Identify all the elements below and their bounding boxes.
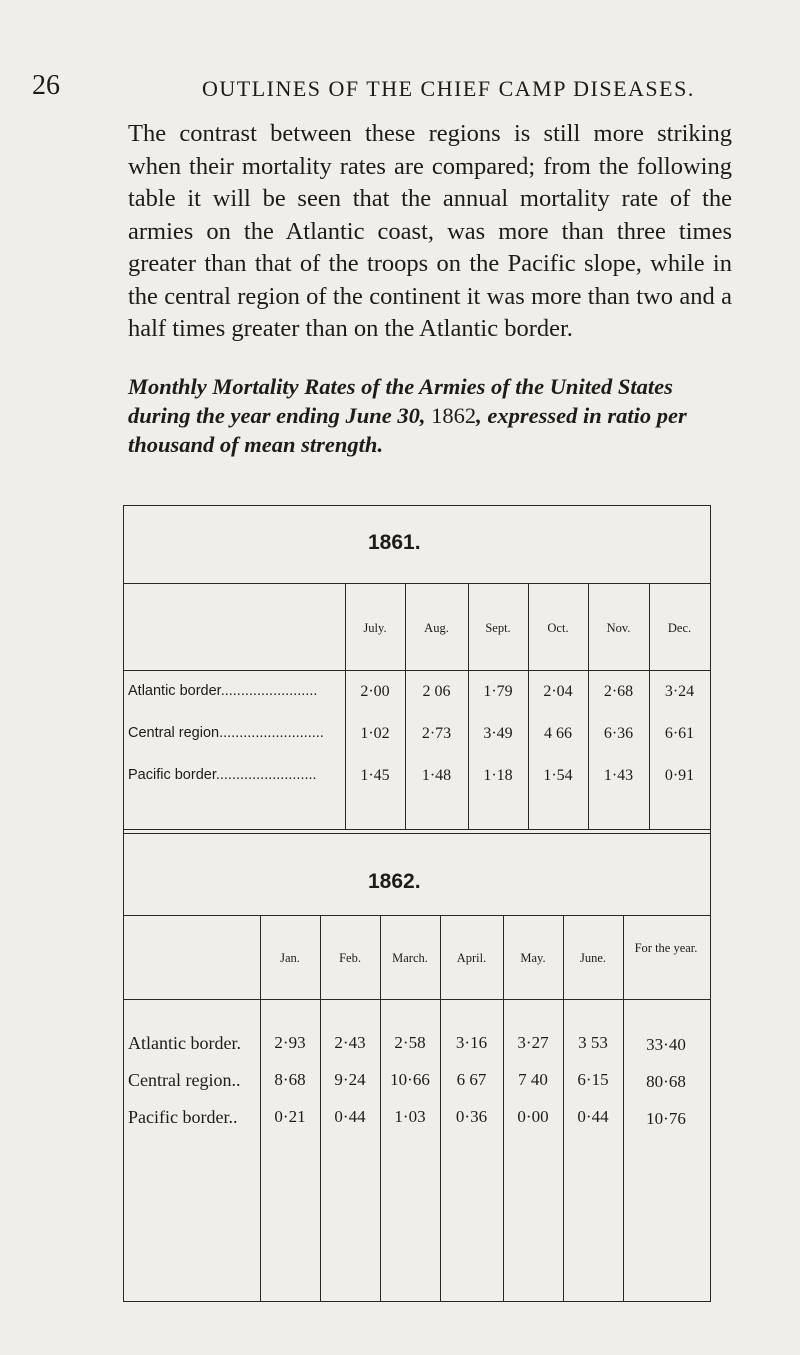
cell: 6·36 xyxy=(603,725,634,742)
caption-text-after: , expressed in ratio per thousand of mean strength. xyxy=(128,403,687,457)
column-header: For the year. xyxy=(634,941,698,955)
column-header: March. xyxy=(392,951,428,965)
cell: 1·02 xyxy=(360,725,390,742)
row-label-central: Central region.......................... xyxy=(128,725,324,741)
row-label-central: Central region.. xyxy=(128,1070,241,1090)
table-1862-title: 1862. xyxy=(368,870,421,893)
caption-year: 1862 xyxy=(431,403,477,428)
cell: 1·43 xyxy=(603,767,634,784)
cell: 3·49 xyxy=(483,725,513,742)
page-number: 26 xyxy=(32,70,60,101)
cell: 2·73 xyxy=(421,725,452,742)
cell: 1·45 xyxy=(360,767,390,784)
table-rule xyxy=(345,583,346,829)
cell: 33·40 xyxy=(646,1035,686,1054)
cell: 4 66 xyxy=(544,725,572,742)
row-label-pacific: Pacific border......................... xyxy=(128,767,317,783)
cell: 2·68 xyxy=(603,683,634,700)
cell: 6·15 xyxy=(577,1070,609,1089)
cell: 6·61 xyxy=(664,725,695,742)
column-header: Jan. xyxy=(280,951,300,965)
cell: 1·54 xyxy=(543,767,573,784)
cell: 10·66 xyxy=(390,1070,430,1089)
cell: 9·24 xyxy=(334,1070,366,1089)
table-rule xyxy=(123,670,710,671)
cell: 0·44 xyxy=(577,1107,609,1126)
column-header: Nov. xyxy=(606,621,631,635)
cell: 80·68 xyxy=(646,1072,686,1091)
table-rule xyxy=(405,583,406,829)
cell: 1·79 xyxy=(483,683,513,700)
column-header: June. xyxy=(579,951,607,965)
cell: 3·16 xyxy=(455,1033,488,1052)
cell: 2·04 xyxy=(543,683,573,700)
cell: 0·44 xyxy=(334,1107,366,1126)
table-rule xyxy=(123,999,710,1000)
table-rule xyxy=(649,583,650,829)
column-header: July. xyxy=(363,621,387,635)
table-rule xyxy=(123,833,710,834)
cell: 3·24 xyxy=(664,683,695,700)
row-label-atlantic: Atlantic border........................ xyxy=(128,683,318,699)
cell: 2·93 xyxy=(274,1033,306,1052)
column-header: Feb. xyxy=(339,951,361,965)
table-rule xyxy=(123,505,710,506)
cell: 1·03 xyxy=(394,1107,426,1126)
cell: 2·00 xyxy=(360,683,390,700)
table-rule xyxy=(588,583,589,829)
table-rule xyxy=(123,829,710,830)
table-caption xyxy=(128,372,740,459)
row-label-pacific: Pacific border.. xyxy=(128,1107,238,1127)
cell: 0·00 xyxy=(517,1107,549,1126)
cell: 2·58 xyxy=(394,1033,426,1052)
column-header: Aug. xyxy=(424,621,449,635)
cell: 2 06 xyxy=(422,683,451,700)
table-rule xyxy=(623,915,624,1301)
mortality-table xyxy=(123,505,713,1355)
cell: 10·76 xyxy=(646,1109,686,1128)
column-header: April. xyxy=(456,951,487,965)
cell: 1·18 xyxy=(483,767,513,784)
page-header xyxy=(32,70,772,110)
cell: 3 53 xyxy=(578,1033,608,1052)
table-rule xyxy=(468,583,469,829)
column-header: Dec. xyxy=(667,621,692,635)
running-title: OUTLINES OF THE CHIEF CAMP DISEASES. xyxy=(202,76,695,101)
table-1861-title: 1861. xyxy=(368,531,421,554)
caption-text-before: Monthly Mortality Rates of the Armies of the United States during the year ending June 30, xyxy=(128,374,673,428)
cell: 2·43 xyxy=(334,1033,366,1052)
table-rule xyxy=(710,505,711,1302)
cell: 0·21 xyxy=(274,1107,306,1126)
cell: 1·48 xyxy=(421,767,452,784)
row-label-atlantic: Atlantic border. xyxy=(128,1033,241,1053)
table-rule xyxy=(123,505,124,1302)
column-header: May. xyxy=(520,951,546,965)
column-header: Sept. xyxy=(485,621,511,635)
column-header: Oct. xyxy=(547,621,569,635)
table-rule xyxy=(123,583,710,584)
table-rule xyxy=(528,583,529,829)
cell: 8·68 xyxy=(274,1070,306,1089)
cell: 0·91 xyxy=(664,767,695,784)
table-rule xyxy=(123,1301,710,1302)
table-rule xyxy=(123,915,710,916)
body-paragraph: The contrast between these regions is still more striking when their mortality rates are compared; from the following table it will be seen that the annual mortality rate of the armies on the Atlantic coast, was more than three times greater than that of the troops on the Pacific slope, while in the central region of the continent it was more than two and a half times greater than on the Atlantic border. xyxy=(128,120,732,342)
cell: 3·27 xyxy=(517,1033,549,1052)
cell: 6 67 xyxy=(456,1070,487,1089)
cell: 7 40 xyxy=(518,1070,548,1089)
cell: 0·36 xyxy=(455,1107,488,1126)
